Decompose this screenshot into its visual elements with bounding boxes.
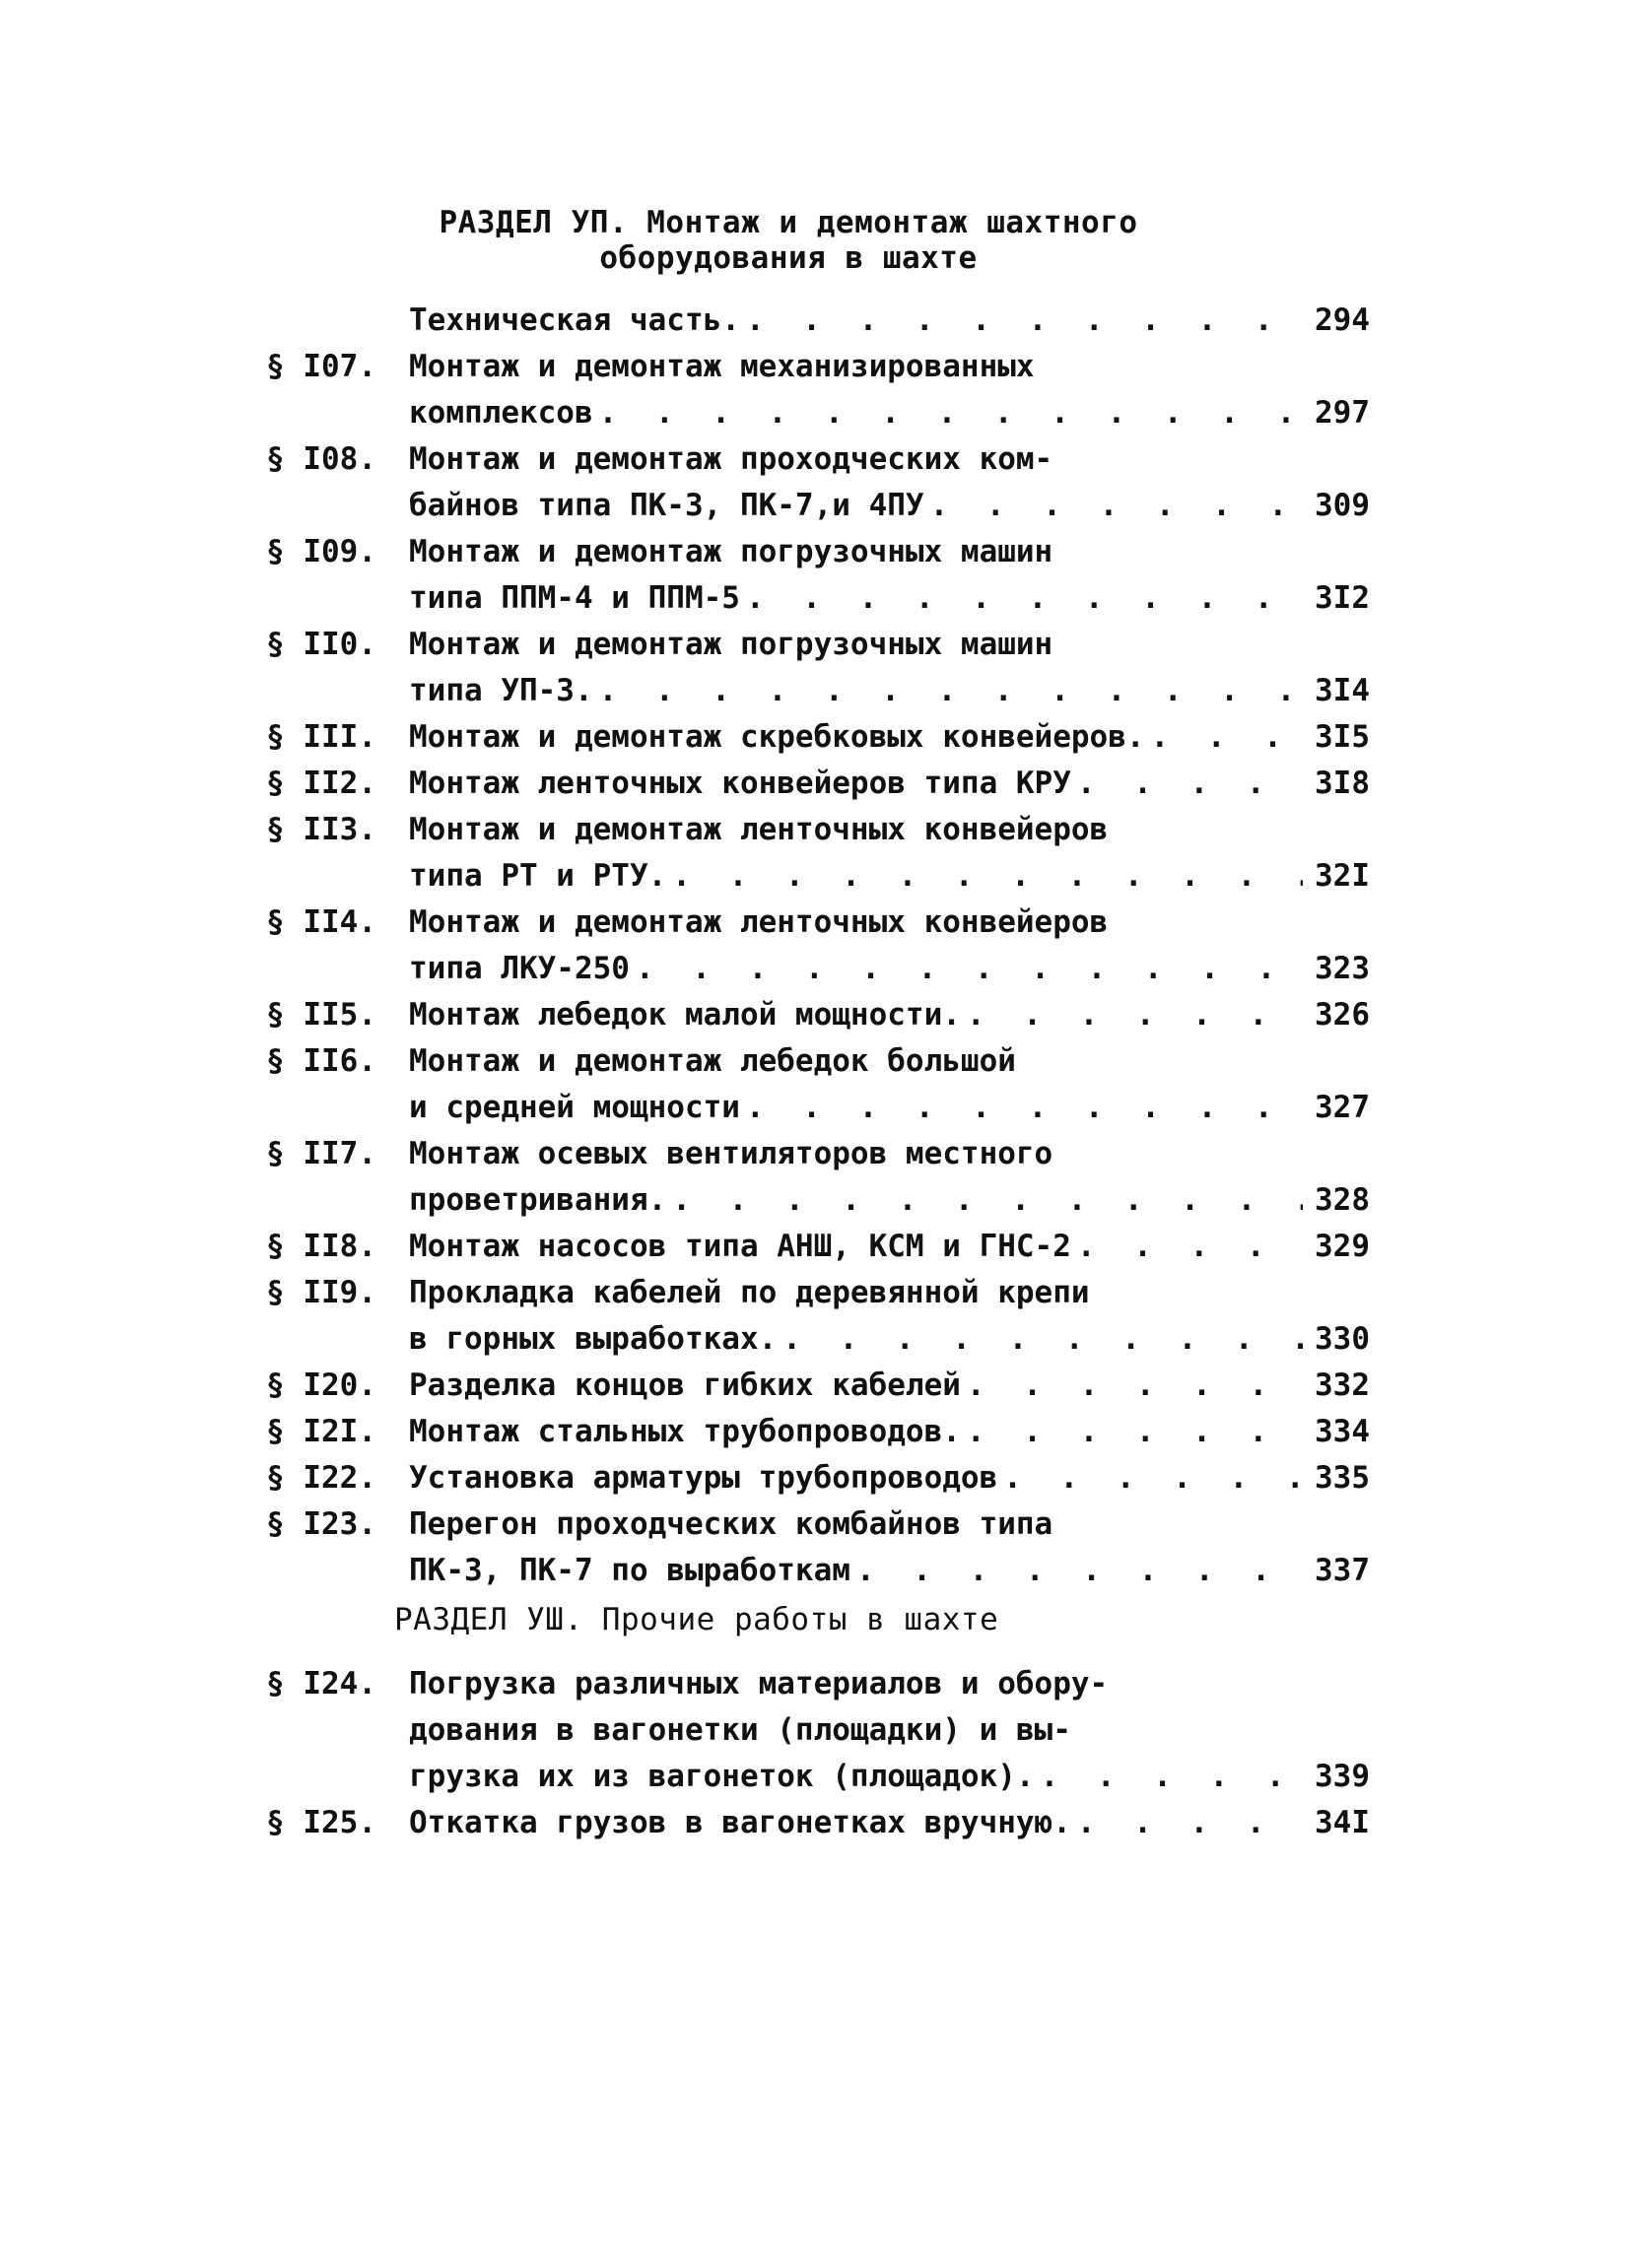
section-number: § III. <box>266 719 376 755</box>
toc-entry <box>266 1800 1370 1846</box>
entry-title: Монтаж и демонтаж ленточных конвейеров <box>409 812 1109 847</box>
toc-entry <box>266 529 1370 622</box>
toc-entry <box>266 1270 1370 1363</box>
entry-title: Монтаж и демонтаж погрузочных машин <box>409 627 1053 662</box>
section-number: § I25. <box>266 1805 376 1840</box>
toc-list-section-7 <box>266 298 1370 1594</box>
toc-dotted-line <box>409 1548 1370 1594</box>
toc-entry <box>266 1455 1370 1501</box>
dot-leader <box>599 668 1303 714</box>
page-number: 34I <box>1315 1805 1370 1840</box>
entry-title: типа УП-3. <box>409 673 593 708</box>
toc-dotted-line <box>409 575 1370 622</box>
page-number: 335 <box>1315 1460 1370 1496</box>
toc-entry <box>266 436 1370 529</box>
section-number: § I09. <box>266 534 376 569</box>
entry-title: Погрузка различных материалов и обору- <box>409 1666 1109 1701</box>
page-number: 330 <box>1315 1321 1370 1357</box>
toc-entry <box>266 1661 1370 1800</box>
entry-title: Техническая часть. <box>409 302 740 338</box>
page-number: 323 <box>1315 951 1370 986</box>
entry-title: комплексов <box>409 395 593 431</box>
section-number: § I22. <box>266 1460 376 1496</box>
toc-dotted-line <box>409 1316 1370 1363</box>
section-number: § II4. <box>266 904 376 940</box>
section-number: § I07. <box>266 349 376 384</box>
entry-title: Монтаж и демонтаж ленточных конвейеров <box>409 904 1109 940</box>
toc-entry-line <box>266 1548 1370 1594</box>
toc-dotted-line <box>409 390 1370 436</box>
toc-entry-line <box>266 1363 1370 1409</box>
entry-title: Перегон проходческих комбайнов типа <box>409 1506 1053 1542</box>
section-number: § I24. <box>266 1666 376 1701</box>
toc-entry-line <box>266 1224 1370 1270</box>
toc-dotted-line <box>409 853 1370 900</box>
toc-entry-line <box>266 900 1370 946</box>
section-number: § I23. <box>266 1506 376 1542</box>
entry-title: ПК-3, ПК-7 по выработкам <box>409 1553 850 1588</box>
toc-entry-line <box>266 853 1370 900</box>
dot-leader <box>930 483 1303 529</box>
toc-dotted-line <box>409 1363 1370 1409</box>
toc-entry <box>266 298 1370 344</box>
entry-title: Откатка грузов в вагонетках вручную. <box>409 1805 1071 1840</box>
toc-entry-line <box>266 668 1370 714</box>
toc-entry-line <box>266 1661 1370 1707</box>
page-number: 327 <box>1315 1090 1370 1125</box>
page-number: 328 <box>1315 1182 1370 1218</box>
toc-entry-line <box>266 436 1370 483</box>
page-number: 294 <box>1315 302 1370 338</box>
toc-entry <box>266 807 1370 900</box>
dot-leader <box>782 1316 1303 1363</box>
toc-dotted-line <box>409 483 1370 529</box>
page-number: 3I2 <box>1315 580 1370 616</box>
entry-title: Монтаж и демонтаж механизированных <box>409 349 1035 384</box>
page-number: 309 <box>1315 488 1370 523</box>
toc-entry-line <box>266 946 1370 992</box>
dot-leader <box>746 298 1303 344</box>
toc-entry <box>266 714 1370 761</box>
toc-entry-line <box>266 344 1370 390</box>
toc-entry <box>266 1224 1370 1270</box>
section-7-heading <box>355 205 1222 276</box>
entry-title: Монтаж и демонтаж погрузочных машин <box>409 534 1053 569</box>
toc-entry-line <box>266 1316 1370 1363</box>
entry-title: Монтаж и демонтаж лебедок большой <box>409 1043 1016 1079</box>
section-number: § II7. <box>266 1136 376 1171</box>
toc-dotted-line <box>409 1085 1370 1131</box>
dot-leader <box>1077 761 1303 807</box>
toc-entry-line <box>266 1707 1370 1754</box>
toc-entry-line <box>266 1501 1370 1548</box>
toc-dotted-line <box>409 668 1370 714</box>
dot-leader <box>636 946 1303 992</box>
entry-title: и средней мощности <box>409 1090 740 1125</box>
toc-entry-line <box>266 807 1370 853</box>
entry-title: Монтаж и демонтаж скребковых конвейеров. <box>409 719 1145 755</box>
toc-dotted-line <box>409 1224 1370 1270</box>
toc-dotted-line <box>409 1409 1370 1455</box>
toc-entry-line <box>266 575 1370 622</box>
section-number: § I08. <box>266 441 376 477</box>
entry-title: типа ППМ-4 и ППМ-5 <box>409 580 740 616</box>
toc-entry <box>266 1409 1370 1455</box>
section-number: § II3. <box>266 812 376 847</box>
toc-entry-line <box>266 622 1370 668</box>
toc-dotted-line <box>409 1455 1370 1501</box>
toc-entry <box>266 761 1370 807</box>
section-number: § II5. <box>266 997 376 1033</box>
entry-title: Установка арматуры трубопроводов <box>409 1460 998 1496</box>
section-8-heading: РАЗДЕЛ УШ. Прочие работы в шахте <box>394 1602 999 1637</box>
page-number: 339 <box>1315 1759 1370 1794</box>
entry-title: проветривания. <box>409 1182 667 1218</box>
toc-dotted-line <box>409 714 1370 761</box>
page-number: 297 <box>1315 395 1370 431</box>
dot-leader <box>967 1363 1303 1409</box>
entry-title: Монтаж ленточных конвейеров типа КРУ <box>409 766 1071 801</box>
section-number: § II6. <box>266 1043 376 1079</box>
dot-leader <box>746 1085 1303 1131</box>
entry-title: типа РТ и РТУ. <box>409 858 667 894</box>
toc-entry <box>266 992 1370 1038</box>
toc-dotted-line <box>409 1754 1370 1800</box>
toc-entry-line <box>266 1270 1370 1316</box>
toc-entry-line <box>266 1754 1370 1800</box>
page-number: 3I5 <box>1315 719 1370 755</box>
toc-entry-line <box>266 483 1370 529</box>
toc-entry <box>266 900 1370 992</box>
entry-title: в горных выработках. <box>409 1321 778 1357</box>
toc-entry-line <box>266 992 1370 1038</box>
toc-entry-line <box>266 1455 1370 1501</box>
toc-dotted-line <box>409 946 1370 992</box>
page-number: 326 <box>1315 997 1370 1033</box>
toc-dotted-line <box>409 761 1370 807</box>
toc-dotted-line <box>409 1177 1370 1224</box>
section-number: § I20. <box>266 1367 376 1403</box>
toc-entry-line <box>266 1038 1370 1085</box>
toc-entry-line <box>266 1800 1370 1846</box>
page-number: 334 <box>1315 1414 1370 1449</box>
toc-entry-line <box>266 761 1370 807</box>
toc-entry <box>266 1363 1370 1409</box>
section-7-heading-line2: оборудования в шахте <box>599 240 978 276</box>
entry-title: Монтаж стальных трубопроводов. <box>409 1414 961 1449</box>
entry-title: грузка их из вагонеток (площадок). <box>409 1759 1035 1794</box>
toc-entry-line <box>266 529 1370 575</box>
dot-leader <box>1003 1455 1303 1501</box>
page-number: 329 <box>1315 1229 1370 1264</box>
toc-dotted-line <box>409 1800 1370 1846</box>
toc-entry <box>266 622 1370 714</box>
section-number: § II0. <box>266 627 376 662</box>
entry-title: Монтаж насосов типа АНШ, КСМ и ГНС-2 <box>409 1229 1071 1264</box>
entry-title: типа ЛКУ-250 <box>409 951 630 986</box>
section-7-heading-line1: РАЗДЕЛ УП. Монтаж и демонтаж шахтного <box>439 205 1138 240</box>
toc-entry <box>266 1501 1370 1594</box>
toc-entry-line <box>266 1409 1370 1455</box>
toc-entry-line <box>266 1177 1370 1224</box>
entry-title: Разделка концов гибких кабелей <box>409 1367 961 1403</box>
dot-leader <box>967 992 1303 1038</box>
dot-leader <box>1077 1800 1303 1846</box>
toc-dotted-line <box>409 298 1370 344</box>
dot-leader <box>856 1548 1303 1594</box>
toc-entry <box>266 1131 1370 1224</box>
dot-leader <box>672 853 1303 900</box>
section-number: § II2. <box>266 766 376 801</box>
toc-dotted-line <box>409 992 1370 1038</box>
page-number: 332 <box>1315 1367 1370 1403</box>
toc-entry-line <box>266 714 1370 761</box>
toc-entry <box>266 344 1370 436</box>
page-number: 337 <box>1315 1553 1370 1588</box>
toc-list-section-8 <box>266 1661 1370 1846</box>
toc-entry-line <box>266 298 1370 344</box>
page-number: 32I <box>1315 858 1370 894</box>
page-number: 3I8 <box>1315 766 1370 801</box>
toc-entry-line <box>266 1085 1370 1131</box>
entry-title: байнов типа ПК-3, ПК-7,и 4ПУ <box>409 488 924 523</box>
dot-leader <box>599 390 1303 436</box>
dot-leader <box>1151 714 1303 761</box>
entry-title: Прокладка кабелей по деревянной крепи <box>409 1275 1090 1310</box>
entry-title: Монтаж осевых вентиляторов местного <box>409 1136 1053 1171</box>
entry-title: Монтаж лебедок малой мощности. <box>409 997 961 1033</box>
toc-entry <box>266 1038 1370 1131</box>
dot-leader <box>746 575 1303 622</box>
page-number: 3I4 <box>1315 673 1370 708</box>
dot-leader <box>967 1409 1303 1455</box>
dot-leader <box>1041 1754 1303 1800</box>
section-number: § II8. <box>266 1229 376 1264</box>
dot-leader <box>672 1177 1303 1224</box>
section-number: § II9. <box>266 1275 376 1310</box>
dot-leader <box>1077 1224 1303 1270</box>
section-number: § I2I. <box>266 1414 376 1449</box>
entry-title: Монтаж и демонтаж проходческих ком- <box>409 441 1053 477</box>
entry-title: дования в вагонетки (площадки) и вы- <box>409 1712 1071 1748</box>
toc-entry-line <box>266 1131 1370 1177</box>
toc-entry-line <box>266 390 1370 436</box>
